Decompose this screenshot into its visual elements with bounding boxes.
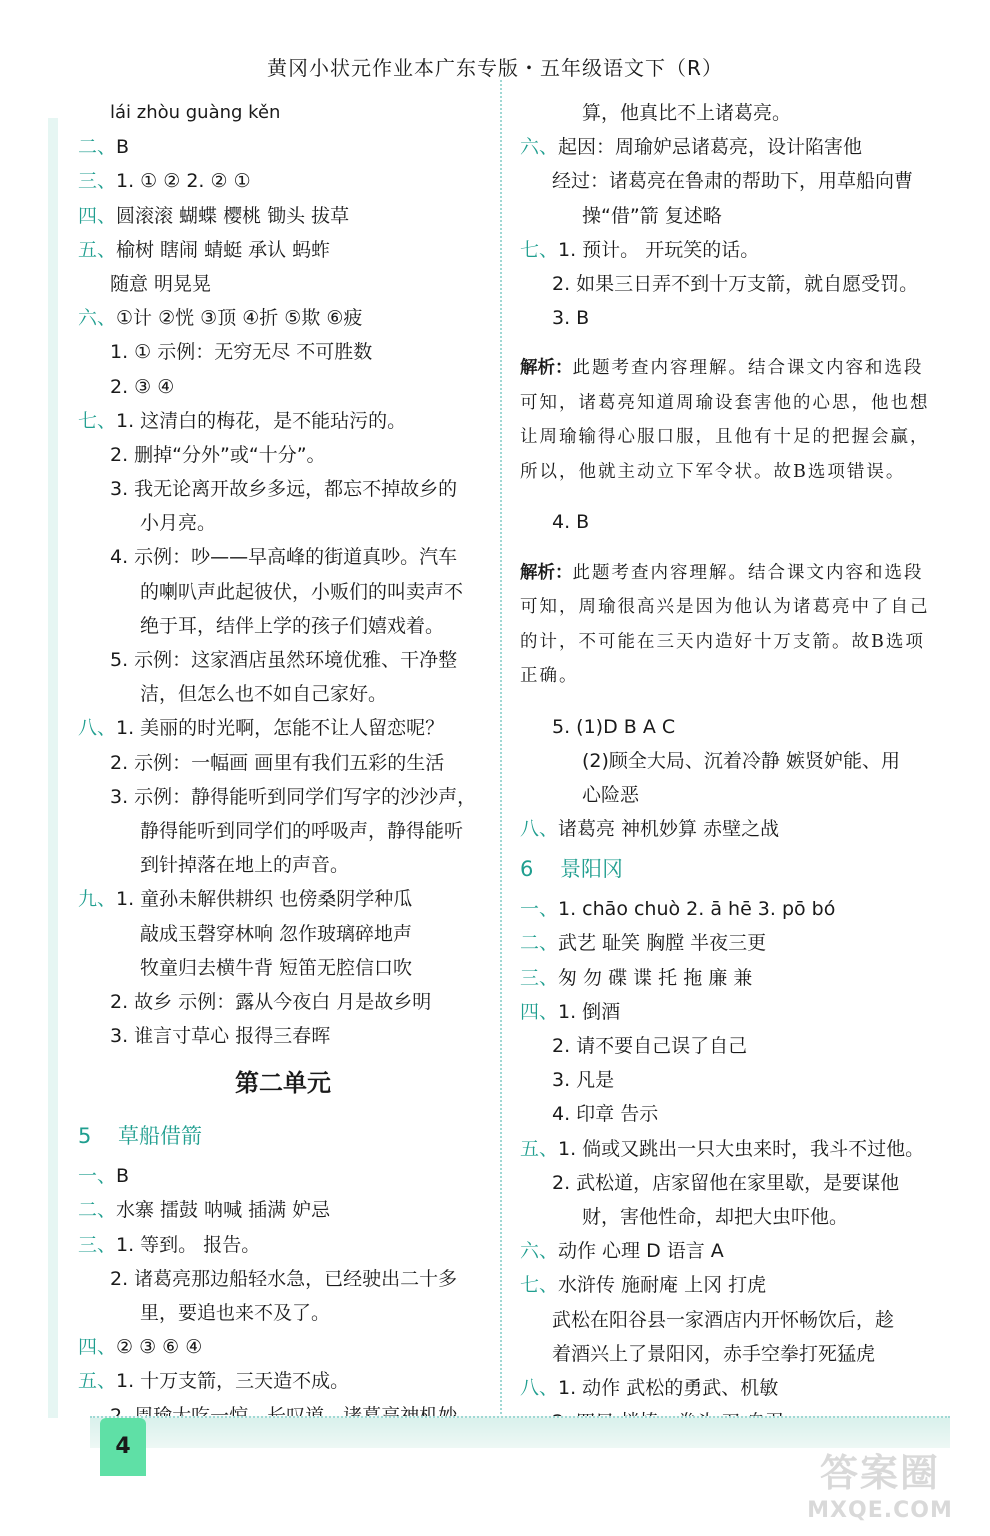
answer-line: 2. 故乡 示例：露从今夜白 月是故乡明 [110, 990, 432, 1013]
section-marker: 六、 [520, 136, 559, 159]
answer-text: 1. 动作 武松的勇武、机敏 [558, 1376, 779, 1399]
answer-line: 3. 谁言寸草心 报得三春晖 [110, 1025, 331, 1048]
answer-line: 2. 如果三日弄不到十万支箭，就自愿受罚。 [552, 272, 919, 295]
section-marker: 四、 [78, 1336, 117, 1359]
answer-line: 2. 诸葛亮那边船轻水急，已经驶出二十多 [110, 1267, 458, 1290]
column-divider [500, 80, 502, 1430]
section-marker: 八、 [78, 717, 117, 740]
answer-line [78, 882, 488, 916]
answer-line [78, 1159, 488, 1193]
answer-line [520, 1132, 930, 1166]
answer-text: 1. ① ② 2. ② ① [116, 170, 251, 193]
explanation-text: 此题考查内容理解。结合课文内容和选段可知，诸葛亮知道周瑜设套害他的心思，他也想让周瑜输得心服口服，且他有十足的把握会赢，所以，他就主动立下军令状。故B选项错误。 [520, 358, 930, 482]
left-column [78, 96, 488, 1433]
answer-line: 牧童归去横牛背 短笛无腔信口吹 [140, 956, 413, 979]
answer-line [78, 130, 488, 164]
answer-text: 1. chāo chuò 2. ā hē 3. pō bó [558, 898, 836, 921]
answer-line: 洁，但怎么也不如自己家好。 [140, 683, 388, 706]
margin-band [48, 118, 58, 1418]
section-marker: 一、 [78, 1165, 117, 1188]
answer-line [78, 1193, 488, 1227]
answer-line: 心险恶 [582, 783, 640, 806]
answer-line [520, 961, 930, 995]
section-marker: 二、 [78, 136, 117, 159]
footer-bar [90, 1416, 950, 1448]
lesson-6-title [520, 846, 930, 892]
answer-text: 水浒传 施耐庵 上冈 打虎 [558, 1274, 767, 1297]
section-marker: 一、 [520, 898, 559, 921]
answer-line: 小月亮。 [140, 512, 217, 535]
page-number: 4 [115, 1434, 131, 1459]
answer-line: 敲成玉磬穿林响 忽作玻璃碎地声 [140, 922, 413, 945]
section-marker: 五、 [520, 1137, 559, 1160]
answer-text: ①计 ②恍 ③顶 ④折 ⑤欺 ⑥疲 [116, 307, 363, 330]
section-marker: 九、 [78, 888, 117, 911]
answer-line: 2. 请不要自己误了自己 [552, 1035, 748, 1057]
explanation-text: 此题考查内容理解。结合课文内容和选段可知，周瑜很高兴是因为他认为诸葛亮中了自己的计，不可能在三天内造好十万支箭。故B选项正确。 [520, 562, 930, 686]
answer-line: 3. 我无论离开故乡多远，都忘不掉故乡的 [110, 478, 458, 501]
section-marker: 七、 [78, 409, 117, 432]
section-marker: 二、 [520, 932, 559, 955]
answer-text: 1. 倘或又跳出一只大虫来时，我斗不过他。 [558, 1137, 925, 1160]
section-marker: 六、 [78, 307, 117, 330]
explanation-block [520, 351, 930, 489]
answer-text: 起因：周瑜妒忌诸葛亮，设计陷害他 [558, 136, 863, 159]
answer-line: 5. (1)D B A C [552, 715, 676, 738]
section-marker: 三、 [520, 966, 559, 989]
answer-text: 圆滚滚 蝴蝶 樱桃 锄头 拔草 [116, 204, 350, 227]
answer-line [78, 199, 488, 233]
answer-line: 算，他真比不上诸葛亮。 [582, 102, 792, 124]
answer-line [78, 164, 488, 198]
watermark [790, 1450, 970, 1532]
pinyin-line: lái zhòu guàng kěn [110, 102, 281, 123]
answer-line [520, 1234, 930, 1268]
answer-text: 水寨 擂鼓 呐喊 插满 妒忌 [116, 1199, 331, 1222]
explanation-label: 解析： [520, 358, 573, 379]
answer-line [78, 711, 488, 745]
answer-text: 1. 童孙未解供耕织 也傍桑阴学种瓜 [116, 888, 413, 911]
answer-text: 1. 美丽的时光啊，怎能不让人留恋呢？ [116, 717, 445, 740]
answer-line [78, 1364, 488, 1398]
answer-line [78, 404, 488, 438]
answer-text: 1. 倒酒 [558, 1000, 621, 1023]
answer-line: 2. 删掉“分外”或“十分”。 [110, 443, 326, 466]
answer-line: (2)顾全大局、沉着冷静 嫉贤妒能、用 [582, 749, 900, 772]
watermark-logo: 答案圈 [819, 1451, 940, 1495]
lesson-name: 草船借箭 [118, 1124, 202, 1149]
section-marker: 八、 [520, 1376, 559, 1399]
answer-text: 诸葛亮 神机妙算 赤壁之战 [558, 818, 780, 841]
answer-line [520, 926, 930, 960]
answer-line [520, 995, 930, 1029]
answer-line: 随意 明晃晃 [110, 272, 212, 295]
answer-line: 绝于耳，结伴上学的孩子们嬉戏着。 [140, 614, 445, 637]
answer-line: 3. 凡是 [552, 1069, 615, 1092]
section-marker: 六、 [520, 1240, 559, 1263]
answer-line: 2. ③ ④ [110, 375, 175, 398]
section-marker: 四、 [520, 1000, 559, 1023]
answer-line: 静得能听到同学们的呼吸声，静得能听 [140, 819, 464, 842]
explanation-label: 解析： [520, 562, 573, 583]
answer-text: 1. 这清白的梅花，是不能玷污的。 [116, 409, 407, 432]
answer-line: 4. 示例：吵——早高峰的街道真吵。汽车 [110, 546, 458, 569]
answer-text: B [116, 136, 130, 159]
right-column [520, 96, 930, 1439]
section-marker: 五、 [78, 1370, 117, 1393]
lesson-number: 6 [520, 857, 534, 882]
answer-line [520, 130, 930, 164]
answer-line: 财，害他性命，却把大虫吓他。 [582, 1205, 849, 1228]
answer-line [78, 1330, 488, 1364]
answer-line: 2. 武松道，店家留他在家里歇，是要谋他 [552, 1171, 900, 1194]
answer-line: 4. B [552, 511, 590, 534]
answer-text: 1. 十万支箭，三天造不成。 [116, 1370, 350, 1393]
watermark-url: MXQE.COM [807, 1498, 953, 1523]
answer-line: 着酒兴上了景阳冈，赤手空拳打死猛虎 [552, 1342, 876, 1365]
answer-line [78, 1228, 488, 1262]
running-header: 黄冈小状元作业本广东专版・五年级语文下（R） [267, 56, 723, 80]
page-number-tab [100, 1418, 146, 1476]
answer-line: 3. B [552, 307, 590, 330]
answer-line: 到针掉落在地上的声音。 [140, 854, 350, 877]
answer-line: 经过：诸葛亮在鲁肃的帮助下，用草船向曹 [552, 170, 914, 193]
answer-line: 操“借”箭 复述略 [582, 204, 722, 227]
lesson-5-title [78, 1113, 488, 1159]
answer-line [520, 892, 930, 926]
answer-line [78, 233, 488, 267]
answer-text: ② ③ ⑥ ④ [116, 1336, 203, 1359]
section-marker: 七、 [520, 238, 559, 261]
answer-line: 5. 示例：这家酒店虽然环境优雅、干净整 [110, 649, 458, 671]
answer-line [520, 1268, 930, 1302]
section-marker: 四、 [78, 204, 117, 227]
answer-line: 里，要追也来不及了。 [140, 1302, 331, 1324]
answer-line [520, 812, 930, 846]
answer-text: 匆 勿 碟 谍 托 拖 廉 兼 [558, 966, 753, 989]
answer-line [520, 1371, 930, 1405]
answer-line [520, 233, 930, 267]
answer-line: 2. 示例：一幅画 画里有我们五彩的生活 [110, 751, 445, 774]
section-marker: 三、 [78, 1233, 117, 1256]
section-marker: 五、 [78, 238, 117, 261]
lesson-number: 5 [78, 1124, 92, 1149]
answer-line: 1. ① 示例：无穷无尽 不可胜数 [110, 341, 373, 364]
answer-text: 1. 预计。 开玩笑的话。 [558, 238, 760, 261]
answer-line: 的喇叭声此起彼伏，小贩们的叫卖声不 [140, 580, 464, 603]
lesson-name: 景阳冈 [560, 857, 623, 882]
answer-line: 4. 印章 告示 [552, 1103, 659, 1126]
answer-text: 榆树 瞎闹 蜻蜓 承认 蚂蚱 [116, 238, 331, 261]
answer-line: 武松在阳谷县一家酒店内开怀畅饮后，趁 [552, 1308, 895, 1331]
answer-text: B [116, 1165, 130, 1188]
explanation-block [520, 556, 930, 694]
section-marker: 二、 [78, 1199, 117, 1222]
answer-text: 1. 等到。 报告。 [116, 1233, 261, 1256]
answer-line: 3. 示例：静得能听到同学们写字的沙沙声， [110, 785, 477, 808]
answer-text: 武艺 耻笑 胸膛 半夜三更 [558, 932, 767, 955]
section-marker: 八、 [520, 818, 559, 841]
answer-text: 动作 心理 D 语言 A [558, 1240, 724, 1263]
unit-title: 第二单元 [235, 1069, 331, 1098]
section-marker: 三、 [78, 170, 117, 193]
answer-line [78, 301, 488, 335]
section-marker: 七、 [520, 1274, 559, 1297]
